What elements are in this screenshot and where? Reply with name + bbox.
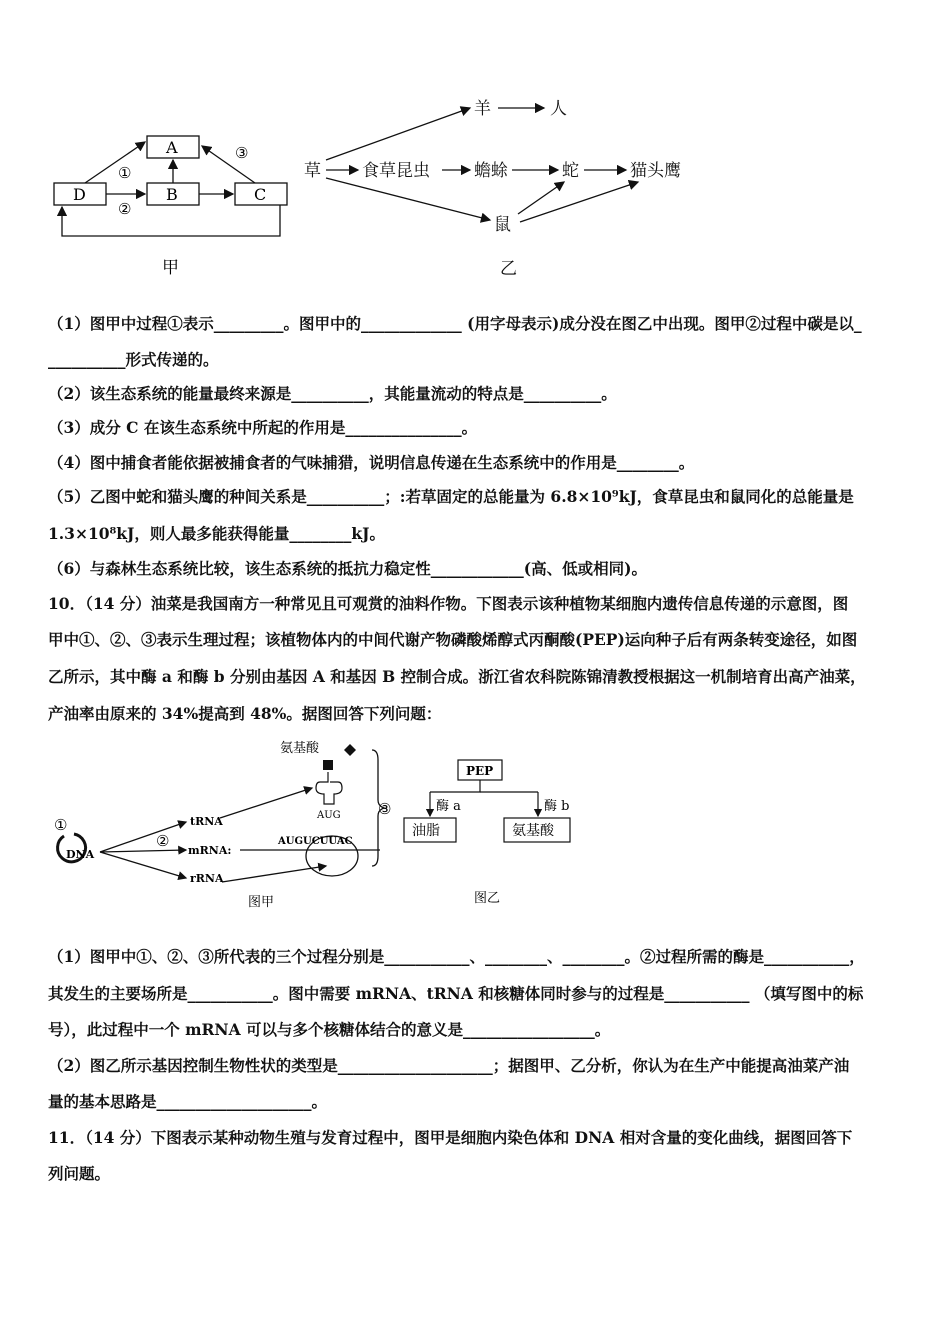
pep-branch <box>430 780 480 792</box>
arrow-dna-trna <box>100 822 186 852</box>
fig10-jia-caption: 图甲 <box>248 895 275 910</box>
q9-line-6: （5）乙图中蛇和猫头鹰的种间关系是__________；:若草固定的总能量为 6.8×10⁹kJ，食草昆虫和鼠同化的总能量是 <box>48 487 854 506</box>
q9-line-3: （2）该生态系统的能量最终来源是__________，其能量流动的特点是__________。 <box>48 384 617 403</box>
arrow-trna-ribosome <box>220 788 312 818</box>
snake: 蛇 <box>562 161 579 181</box>
q10-stem-4: 产油率由原来的 34%提高到 48%。据图回答下列问题： <box>48 704 442 723</box>
human: 人 <box>550 99 567 119</box>
food-web-diagram <box>300 92 710 284</box>
enzyme-a-label: 酶 a <box>436 799 461 814</box>
arrow-D-to-A <box>85 142 145 183</box>
mrna-sequence: AUGUCUUAC <box>278 836 353 847</box>
q10-line-2: 其发生的主要场所是___________。图中需要 mRNA、tRNA 和核糖体同时参与的过程是___________ （填写图中的标 <box>48 984 864 1003</box>
mark-1: ① <box>54 816 68 834</box>
trna-shape <box>316 772 342 804</box>
node-B-label: B <box>166 185 178 204</box>
arrow-dna-rrna <box>100 852 186 878</box>
q9-line-4: （3）成分 C 在该生态系统中所起的作用是_______________。 <box>48 418 478 437</box>
q11-line-2: 列问题。 <box>48 1164 111 1183</box>
q10-stem-2: 甲中①、②、③表示生理过程；该植物体内的中间代谢产物磷酸烯醇式丙酮酸(PEP)运向种子后有两条转变途径，如图 <box>48 630 858 649</box>
q10-stem-1: 10．（14 分）油菜是我国南方一种常见且可观赏的油料作物。下图表示该种植物某细胞内遗传信息传递的示意图，图 <box>48 594 849 613</box>
q11-line-1: 11．（14 分）下图表示某种动物生殖与发育过程中，图甲是细胞内染色体和 DNA 相对含量的变化曲线，据图回答下 <box>48 1128 853 1147</box>
amino-acid-block <box>323 760 333 770</box>
oil-label: 油脂 <box>412 823 440 839</box>
node-C-label: C <box>254 185 267 204</box>
q9-line-5: （4）图中捕食者能依据被捕食者的气味捕猎，说明信息传递在生态系统中的作用是________。 <box>48 453 695 472</box>
q10-line-4: （2）图乙所示基因控制生物性状的类型是____________________；据图甲、乙分析，你认为在生产中能提高油菜产油 <box>48 1056 850 1075</box>
node-D-label: D <box>73 185 86 204</box>
mark-3: ③ <box>378 800 392 818</box>
arrow-C-to-D <box>62 205 280 236</box>
arrow-dna-mrna <box>100 850 186 852</box>
q10-line-3: 号），此过程中一个 mRNA 可以与多个核糖体结合的意义是_________________。 <box>48 1020 611 1039</box>
owl: 猫头鹰 <box>630 161 681 181</box>
sheep: 羊 <box>474 99 491 119</box>
fig-yi-caption: 乙 <box>500 259 517 279</box>
rrna-label: rRNA <box>190 872 224 885</box>
trna-label: tRNA <box>190 815 223 828</box>
mark-1: ① <box>118 164 132 182</box>
carbon-cycle-diagram <box>40 128 310 283</box>
arrow-grass-sheep <box>326 108 470 160</box>
pep-pathway-diagram <box>398 754 588 909</box>
mark-2: ② <box>156 832 170 850</box>
pep-label: PEP <box>466 764 494 778</box>
q10-line-5: 量的基本思路是____________________。 <box>48 1092 328 1111</box>
q10-line-1: （1）图甲中①、②、③所代表的三个过程分别是___________、________、________。②过程所需的酶是___________， <box>48 947 865 966</box>
arrow-mouse-owl <box>520 182 638 222</box>
q9-line-7: 1.3×10⁸kJ，则人最多能获得能量________kJ。 <box>48 524 385 543</box>
insect: 食草昆虫 <box>362 161 430 181</box>
q10-stem-3: 乙所示，其中酶 a 和酶 b 分别由基因 A 和基因 B 控制合成。浙江省农科院陈锦清教授根据这一机制培育出高产油菜， <box>48 667 866 686</box>
amino-acid-diamond <box>344 744 356 756</box>
arrow-rrna-ribosome <box>222 866 326 882</box>
gene-expression-diagram <box>40 738 390 913</box>
grass: 草 <box>304 161 321 181</box>
fig-jia-caption: 甲 <box>162 258 179 278</box>
mark-3: ③ <box>235 144 249 162</box>
mouse: 鼠 <box>494 215 511 235</box>
q9-line-1: （1）图甲中过程①表示_________。图甲中的_____________ (用字母表示)成分没在图乙中出现。图甲②过程中碳是以_ <box>48 314 862 333</box>
arrow-grass-mouse <box>326 178 490 220</box>
amino-label: 氨基酸 <box>512 823 554 839</box>
toad: 蟾蜍 <box>474 161 508 181</box>
fig10-yi-caption: 图乙 <box>474 891 501 906</box>
q9-line-2: __________形式传递的。 <box>48 350 219 369</box>
amino-acid-label: 氨基酸 <box>280 741 320 756</box>
dna-label: DNA <box>66 848 95 861</box>
node-A-label: A <box>166 138 178 157</box>
mark-2: ② <box>118 200 132 218</box>
mrna-label: mRNA: <box>188 844 232 857</box>
enzyme-b-label: 酶 b <box>544 799 570 814</box>
aug-label: AUG <box>317 810 341 821</box>
q9-line-8: （6）与森林生态系统比较，该生态系统的抵抗力稳定性____________(高、低或相同)。 <box>48 559 647 578</box>
